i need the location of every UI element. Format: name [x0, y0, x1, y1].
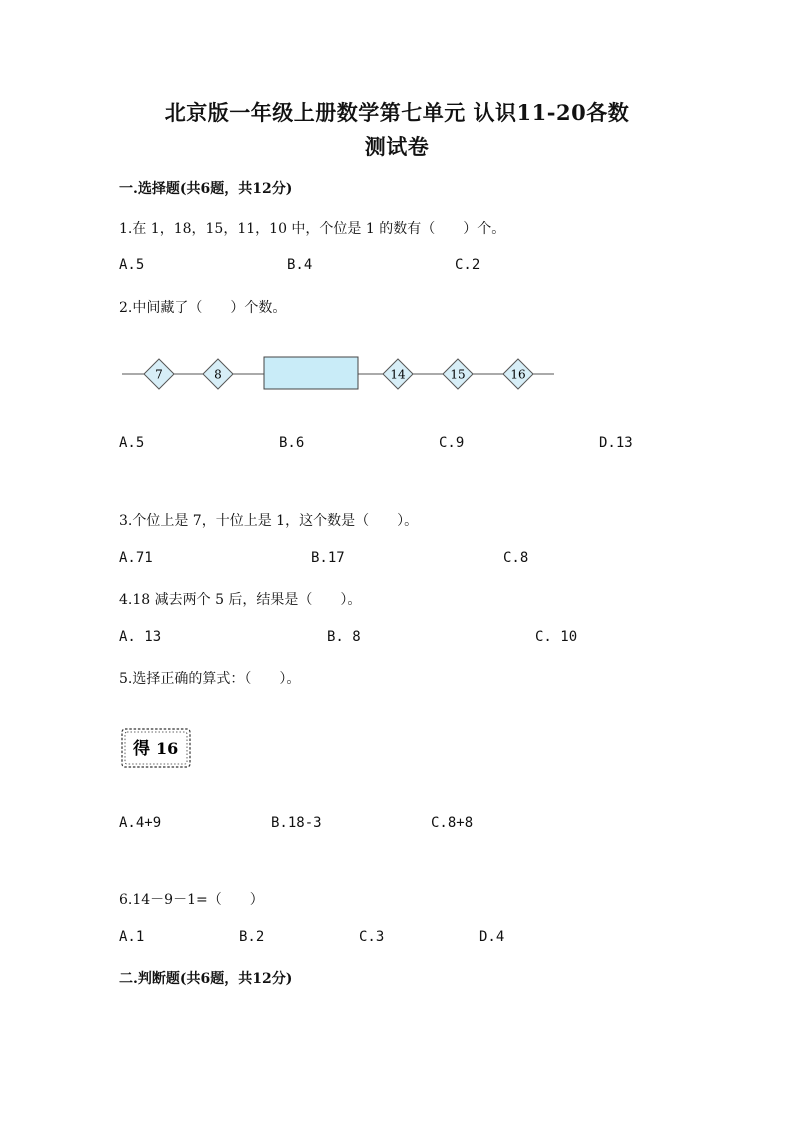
- svg-text:15: 15: [450, 367, 466, 382]
- svg-text:14: 14: [390, 367, 406, 382]
- svg-text:16: 16: [510, 367, 526, 382]
- diamond-8: [203, 359, 233, 389]
- number-line-figure: [118, 352, 558, 398]
- question-4-option-a[interactable]: A. 13: [119, 629, 162, 645]
- question-5-option-a[interactable]: A.4+9: [119, 815, 162, 831]
- page-title-line1: 北京版一年级上册数学第七单元 认识11-20各数: [164, 100, 630, 125]
- score-badge-number: 16: [156, 739, 179, 758]
- question-3-option-b[interactable]: B.17: [311, 550, 345, 566]
- question-2-option-b[interactable]: B.6: [279, 435, 305, 451]
- question-1-option-b[interactable]: B.4: [287, 257, 313, 273]
- question-3-option-a[interactable]: A.71: [119, 550, 153, 566]
- hidden-numbers-box: [264, 357, 358, 389]
- diamond-16: [503, 359, 533, 389]
- question-1-option-c[interactable]: C.2: [455, 257, 481, 273]
- question-3-option-c[interactable]: C.8: [503, 550, 529, 566]
- question-6-option-b[interactable]: B.2: [239, 929, 265, 945]
- diamond-15: [443, 359, 473, 389]
- question-2-option-d[interactable]: D.13: [599, 435, 633, 451]
- question-5-option-b[interactable]: B.18-3: [271, 815, 322, 831]
- section-heading-judgement: 二.判断题(共6题，共12分): [119, 971, 293, 987]
- question-4-option-b[interactable]: B. 8: [327, 629, 361, 645]
- page-title-line2: 测试卷: [364, 134, 430, 159]
- question-4-stem: 4.18 减去两个 5 后，结果是（ ）。: [119, 592, 362, 608]
- score-badge: [119, 726, 193, 770]
- question-4-option-c[interactable]: C. 10: [535, 629, 578, 645]
- svg-text:8: 8: [214, 367, 222, 382]
- question-6-option-a[interactable]: A.1: [119, 929, 145, 945]
- question-2-option-a[interactable]: A.5: [119, 435, 145, 451]
- diamond-7: [144, 359, 174, 389]
- question-2-option-c[interactable]: C.9: [439, 435, 465, 451]
- question-6-option-c[interactable]: C.3: [359, 929, 385, 945]
- question-5-stem: 5.选择正确的算式：（ ）。: [119, 671, 301, 687]
- question-6-stem: 6.14－9－1=（ ）: [119, 892, 264, 908]
- question-1-stem: 1.在 1，18，15，11，10 中，个位是 1 的数有（ ）个。: [119, 221, 506, 237]
- diamond-14: [383, 359, 413, 389]
- score-badge-char: 得: [133, 739, 150, 759]
- section-heading-choice: 一.选择题(共6题，共12分): [119, 181, 293, 197]
- question-2-stem: 2.中间藏了（ ）个数。: [119, 300, 287, 316]
- question-5-option-c[interactable]: C.8+8: [431, 815, 474, 831]
- question-1-option-a[interactable]: A.5: [119, 257, 145, 273]
- svg-text:7: 7: [155, 367, 163, 382]
- question-6-option-d[interactable]: D.4: [479, 929, 505, 945]
- question-3-stem: 3.个位上是 7，十位上是 1，这个数是（ ）。: [119, 513, 419, 529]
